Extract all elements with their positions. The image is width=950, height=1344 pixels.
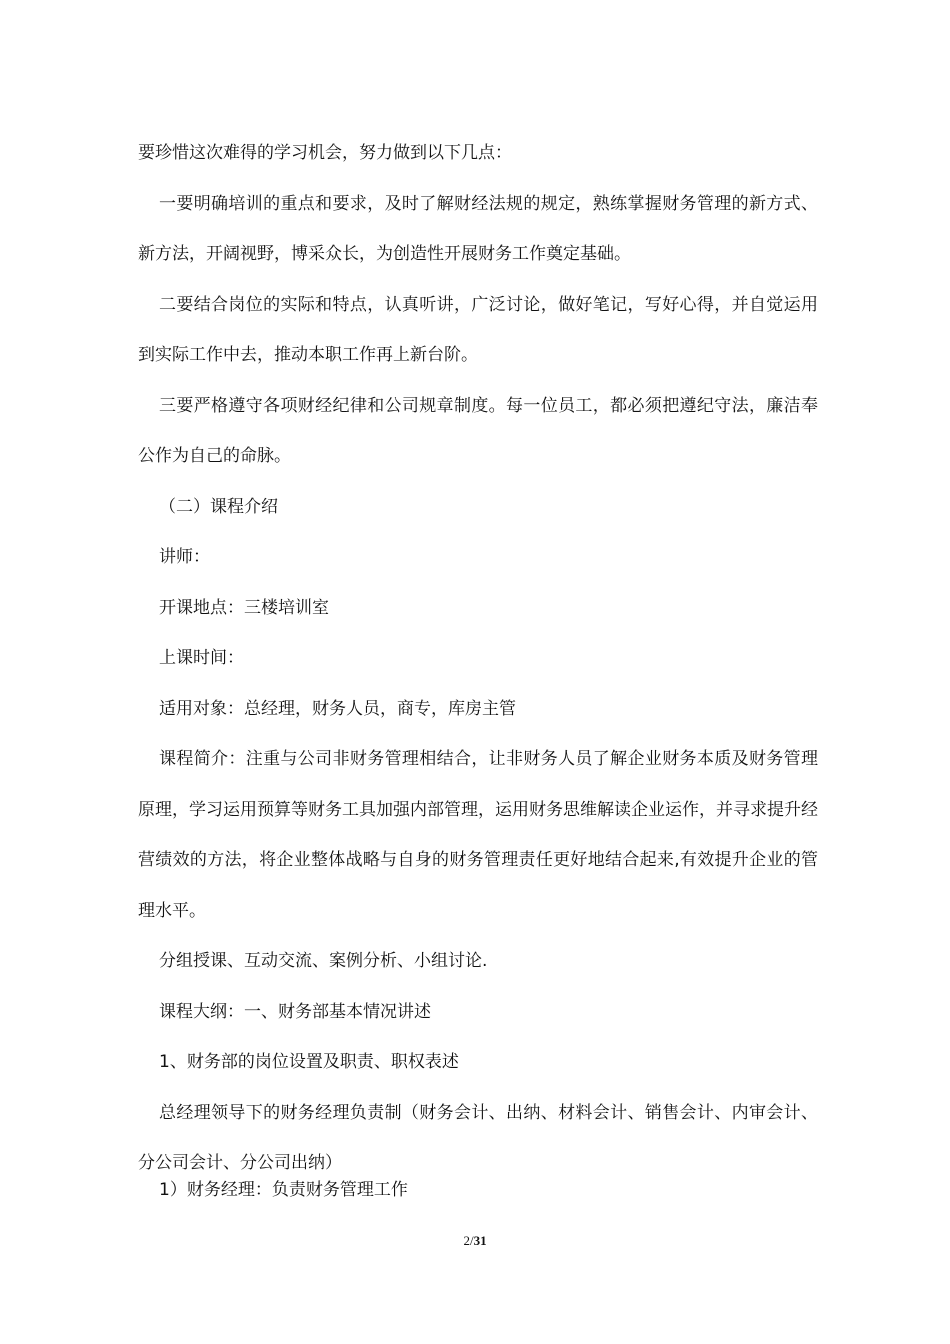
page-number-current: 2/ xyxy=(463,1233,474,1248)
page-number xyxy=(0,1233,950,1249)
lecturer-line: 讲师： xyxy=(159,547,210,567)
section-heading-course-intro: （二）课程介绍 xyxy=(159,496,278,517)
document-body xyxy=(138,128,818,1205)
teaching-methods-line: 分组授课、互动交流、案例分析、小组讨论. xyxy=(159,951,488,971)
audience-line: 适用对象：总经理，财务人员，商专，库房主管 xyxy=(159,698,516,719)
outline-subitem-finance-manager: 1）财务经理：负责财务管理工作 xyxy=(159,1179,408,1200)
responsibility-system-paragraph: 总经理领导下的财务经理负责制（财务会计、出纳、材料会计、销售会计、内审会计、分公司会计、分公司出纳） xyxy=(138,1102,818,1173)
paragraph-point-two: 二要结合岗位的实际和特点，认真听讲，广泛讨论，做好笔记，写好心得，并自觉运用到实际工作中去，推动本职工作再上新台阶。 xyxy=(138,294,818,365)
location-line: 开课地点：三楼培训室 xyxy=(159,597,329,618)
paragraph-point-three: 三要严格遵守各项财经纪律和公司规章制度。每一位员工，都必须把遵纪守法，廉洁奉公作为自己的命脉。 xyxy=(138,395,818,466)
class-time-line: 上课时间： xyxy=(159,648,244,668)
course-summary-paragraph: 课程简介：注重与公司非财务管理相结合，让非财务人员了解企业财务本质及财务管理原理，学习运用预算等财务工具加强内部管理，运用财务思维解读企业运作，并寻求提升经营绩效的方法，将企业整体战略与自身的财务管理责任更好地结合起来,有效提升企业的管理水平。 xyxy=(138,749,818,921)
outline-item-1: 1、财务部的岗位设置及职责、职权表述 xyxy=(159,1052,459,1072)
page-number-total: 31 xyxy=(473,1233,487,1248)
paragraph-point-one: 一要明确培训的重点和要求，及时了解财经法规的规定，熟练掌握财务管理的新方式、新方法，开阔视野，博采众长，为创造性开展财务工作奠定基础。 xyxy=(138,193,818,264)
course-outline-heading: 课程大纲：一、财务部基本情况讲述 xyxy=(159,1001,431,1022)
paragraph-study-opportunity: 要珍惜这次难得的学习机会，努力做到以下几点： xyxy=(138,143,512,163)
